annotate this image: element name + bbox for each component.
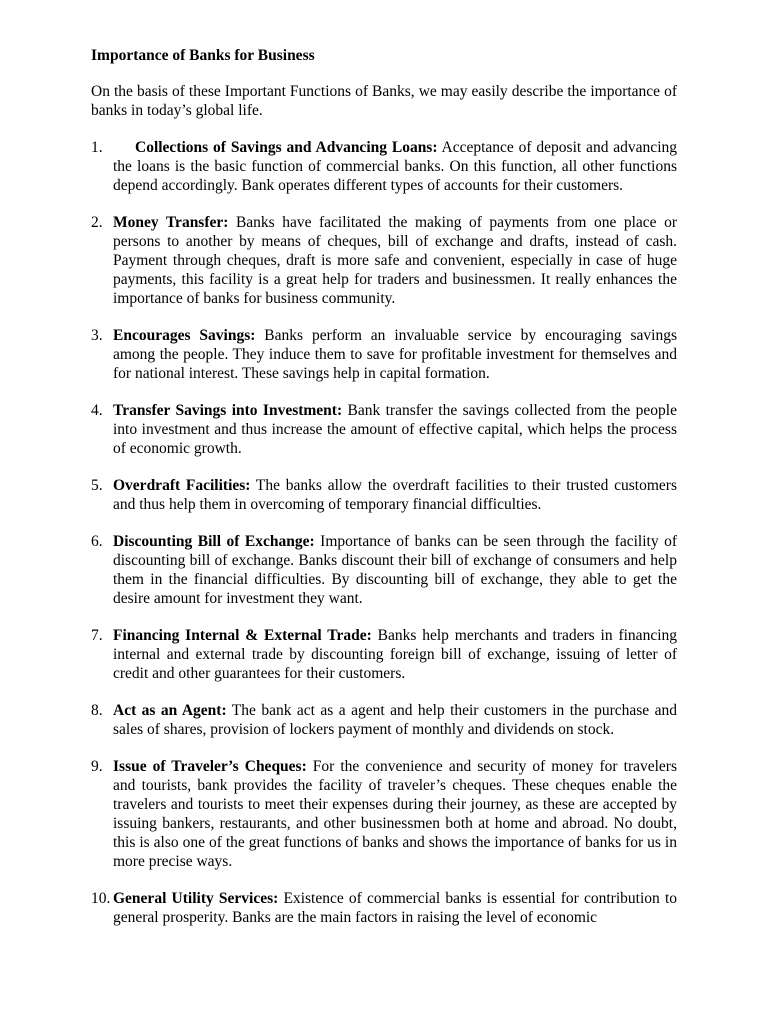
list-item-text: The bank act as a agent and help their customers in the purchase and sales of shares, provision of lockers payment of monthly and dividends on stock. [113, 702, 677, 738]
list-item [91, 401, 677, 458]
list-item-number: 4. [91, 402, 103, 419]
list-item-number: 1. [91, 139, 103, 156]
list-item-text: Importance of banks can be seen through the facility of discounting bill of exchange. Banks discount their bill of exchange of consumers and help them in the financial difficulties. By discounting bill of exchange, they able to get the desire amount for investment they want. [113, 533, 677, 607]
list-item [91, 532, 677, 608]
list-item-text: For the convenience and security of money for travelers and tourists, bank provides the facility of traveler’s cheques. These cheques enable the travelers and tourists to meet their expenses during their journey, as these are accepted by issuing bankers, restaurants, and other businessmen both at home and abroad. No doubt, this is also one of the great functions of banks and shows the importance of banks for us in more precise ways. [113, 758, 677, 870]
list-item-number: 3. [91, 327, 103, 344]
list-item-heading: Financing Internal & External Trade: [113, 627, 372, 644]
list-item-number: 8. [91, 702, 103, 719]
importance-list [91, 138, 677, 927]
list-item-heading: Encourages Savings: [113, 327, 256, 344]
list-item-heading: General Utility Services: [113, 890, 279, 907]
list-item [91, 213, 677, 308]
list-item-number: 9. [91, 758, 103, 775]
list-item-number: 2. [91, 214, 103, 231]
list-item-number: 5. [91, 477, 103, 494]
list-item-heading: Transfer Savings into Investment: [113, 402, 343, 419]
list-item [91, 889, 677, 927]
list-item [91, 626, 677, 683]
list-item-text: Banks help merchants and traders in financing internal and external trade by discounting foreign bill of exchange, issuing of letter of credit and other guarantees for their customers. [113, 627, 677, 682]
list-item-text: Acceptance of deposit and advancing the loans is the basic function of commercial banks. On this function, all other functions depend accordingly. Bank operates different types of accounts for their customers. [113, 139, 677, 194]
page-title: Importance of Banks for Business [91, 47, 315, 64]
list-item-text: Banks have facilitated the making of payments from one place or persons to another by means of cheques, bill of exchange and drafts, instead of cash. Payment through cheques, draft is more safe and convenient, especially in case of huge payments, this facility is a great help for traders and businessmen. It really enhances the importance of banks for business community. [113, 214, 677, 307]
list-item-text: The banks allow the overdraft facilities to their trusted customers and thus help them in overcoming of temporary financial difficulties. [113, 477, 677, 513]
list-item-heading: Act as an Agent: [113, 702, 227, 719]
intro-paragraph: On the basis of these Important Functions of Banks, we may easily describe the importance of banks in today’s global life. [91, 83, 677, 119]
list-item-heading: Overdraft Facilities: [113, 477, 251, 494]
list-item-text: Existence of commercial banks is essential for contribution to general prosperity. Banks are the main factors in raising the level of economic [113, 890, 677, 926]
list-item-number: 7. [91, 627, 103, 644]
list-item [91, 138, 677, 195]
list-item [91, 757, 677, 871]
list-item-heading: Collections of Savings and Advancing Loans: [135, 139, 438, 156]
list-item [91, 476, 677, 514]
list-item-text: Banks perform an invaluable service by encouraging savings among the people. They induce them to save for profitable investment for themselves and for national interest. These savings help in capital formation. [113, 327, 677, 382]
list-item [91, 701, 677, 739]
list-item-heading: Issue of Traveler’s Cheques: [113, 758, 307, 775]
list-item-number: 6. [91, 533, 103, 550]
list-item-heading: Discounting Bill of Exchange: [113, 533, 315, 550]
list-item-text: Bank transfer the savings collected from the people into investment and thus increase the amount of effective capital, which helps the process of economic growth. [113, 402, 677, 457]
list-item-number: 10. [91, 890, 111, 907]
list-item [91, 326, 677, 383]
list-item-heading: Money Transfer: [113, 214, 229, 231]
